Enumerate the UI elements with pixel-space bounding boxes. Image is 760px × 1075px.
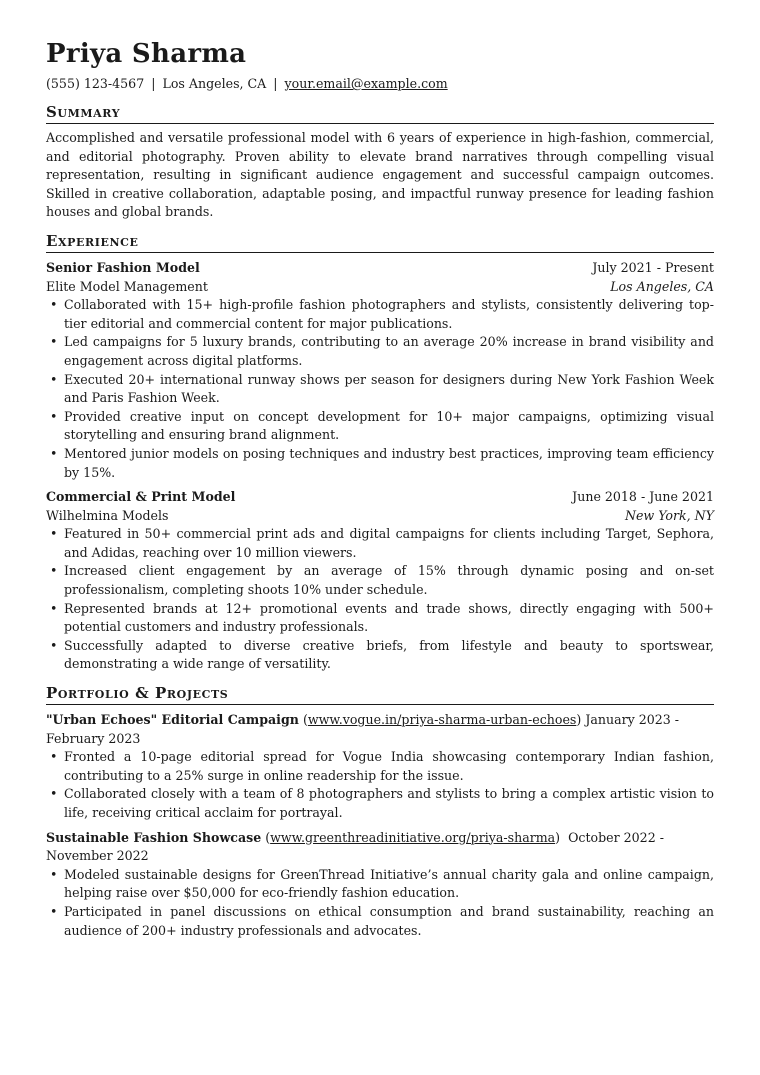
bullet-item: • Represented brands at 12+ promotional events and trade shows, directly engaging with 500+ potential customers and industry professionals. <box>46 600 714 637</box>
job-location: Los Angeles, CA <box>610 278 714 294</box>
job-title: Commercial & Print Model <box>46 489 236 505</box>
email-link[interactable]: your.email@example.com <box>284 76 448 91</box>
bullet-list <box>46 748 714 822</box>
bullet-item: • Provided creative input on concept development for 10+ major campaigns, optimizing visual storytelling and ensuring brand alignment. <box>46 408 714 445</box>
job-dates: July 2021 - Present <box>592 259 714 275</box>
bullet-item: • Collaborated closely with a team of 8 photographers and stylists to bring a complex artistic vision to life, receiving critical acclaim for portrayal. <box>46 785 714 822</box>
bullet-item: • Featured in 50+ commercial print ads and digital campaigns for clients including Target, Sephora, and Adidas, reaching over 10 million viewers. <box>46 525 714 562</box>
company: Elite Model Management <box>46 278 208 294</box>
bullet-item: • Modeled sustainable designs for GreenThread Initiative’s annual charity gala and online campaign, helping raise over $50,000 for eco-friendly fashion education. <box>46 866 714 903</box>
separator: | <box>151 76 156 91</box>
job-title: Senior Fashion Model <box>46 259 200 275</box>
experience-section-heading <box>46 231 714 253</box>
bullet-item: • Participated in panel discussions on ethical consumption and brand sustainability, reaching an audience of 200+ industry professionals and advocates. <box>46 903 714 940</box>
bullet-item: • Executed 20+ international runway shows per season for designers during New York Fashion Week and Paris Fashion Week. <box>46 371 714 408</box>
section-title: Summary <box>46 103 121 121</box>
project-link[interactable]: www.greenthreadinitiative.org/priya-sharma <box>270 829 556 845</box>
bullet-item: • Increased client engagement by an average of 15% through dynamic posing and on-set professionalism, completing shoots 10% under schedule. <box>46 562 714 599</box>
experience-entry <box>46 259 714 482</box>
separator: | <box>273 76 278 91</box>
location: Los Angeles, CA <box>162 76 267 91</box>
bullet-list <box>46 296 714 482</box>
section-title: Portfolio & Projects <box>46 684 229 703</box>
project-entry <box>46 829 714 941</box>
bullet-item: • Led campaigns for 5 luxury brands, contributing to an average 20% increase in brand visibility and engagement across digital platforms. <box>46 333 714 370</box>
project-dates: October 2022 - November 2022 <box>46 829 664 864</box>
candidate-name: Priya Sharma <box>46 39 247 69</box>
bullet-item: • Mentored junior models on posing techniques and industry best practices, improving team efficiency by 15%. <box>46 445 714 482</box>
section-title: Experience <box>46 231 139 250</box>
bullet-item: • Fronted a 10-page editorial spread for Vogue India showcasing contemporary Indian fashion, contributing to a 25% surge in online readership for the issue. <box>46 748 714 785</box>
bullet-item: • Successfully adapted to diverse creative briefs, from lifestyle and beauty to sportswear, demonstrating a wide range of versatility. <box>46 637 714 674</box>
experience-entry <box>46 488 714 674</box>
bullet-item: • Collaborated with 15+ high-profile fashion photographers and stylists, consistently delivering top-tier editorial and commercial content for major publications. <box>46 296 714 333</box>
portfolio-section-heading <box>46 683 714 705</box>
company-row <box>46 507 714 526</box>
company: Wilhelmina Models <box>46 507 169 523</box>
project-title: "Urban Echoes" Editorial Campaign <box>46 712 299 728</box>
phone: (555) 123-4567 <box>46 76 145 91</box>
job-dates: June 2018 - June 2021 <box>572 489 714 505</box>
project-title: Sustainable Fashion Showcase <box>46 829 262 845</box>
job-title-row <box>46 259 714 278</box>
contact-line <box>46 75 714 93</box>
job-title-row <box>46 488 714 507</box>
project-dates: January 2023 - February 2023 <box>46 712 680 746</box>
bullet-list <box>46 525 714 674</box>
summary-text: Accomplished and versatile professional model with 6 years of experience in high-fashion, commercial, and editorial photography. Proven ability to elevate brand narratives through compelling visual representation, resulting in significant audience engagement and successful campaign outcomes. Skilled in creative collaboration, adaptable posing, and impactful runway presence for leading fashion houses and global brands. <box>46 130 714 220</box>
job-location: New York, NY <box>624 507 714 523</box>
project-heading: "Urban Echoes" Editorial Campaign (www.vogue.in/priya-sharma-urban-echoes) January 2023 - February 2023 <box>46 712 680 746</box>
project-entry <box>46 711 714 823</box>
company-row <box>46 278 714 297</box>
project-link[interactable]: www.vogue.in/priya-sharma-urban-echoes <box>307 712 577 728</box>
summary-section-heading <box>46 102 714 124</box>
project-heading: Sustainable Fashion Showcase (www.greenthreadinitiative.org/priya-sharma) October 2022 - November 2022 <box>46 829 664 864</box>
bullet-list <box>46 866 714 940</box>
